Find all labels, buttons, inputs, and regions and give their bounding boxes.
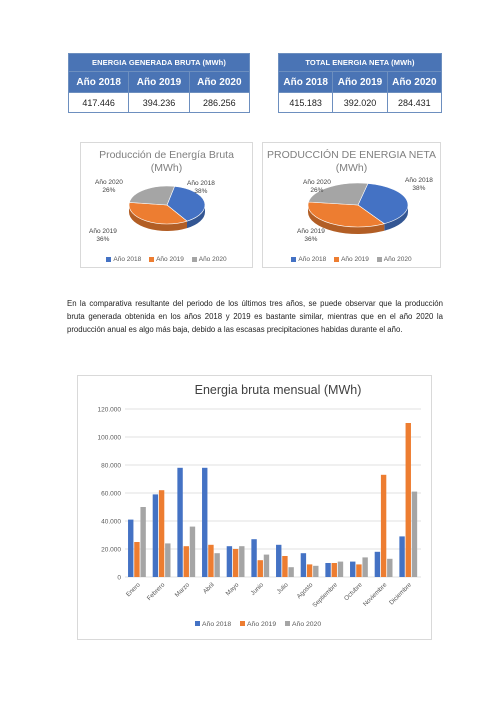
bar-septiembre-año-2020 [338, 562, 343, 577]
table-year-2019: Año 2019 [129, 72, 189, 93]
pie-label-2018: Año 2018 38% [187, 180, 215, 195]
legend-swatch [285, 621, 290, 626]
pie-legend [81, 256, 252, 263]
bar-chart-title: Energia bruta mensual (MWh) [194, 383, 362, 397]
table-value-2019: 392.020 [333, 93, 387, 113]
pie-title-unit: (MWh) [150, 162, 183, 174]
table-value-2020: 284.431 [387, 93, 441, 113]
legend-label: Año 2018 [202, 621, 232, 628]
x-tick-label: Noviembre [361, 581, 389, 608]
x-tick-label: Abril [201, 581, 216, 596]
bar-julio-año-2019 [282, 556, 287, 577]
bar-octubre-año-2020 [362, 557, 367, 577]
bar-noviembre-año-2019 [381, 475, 386, 577]
x-tick-label: Marzo [173, 581, 192, 599]
bar-mayo-año-2020 [239, 546, 244, 577]
pie-legend [263, 256, 440, 263]
table-year-2020: Año 2020 [189, 72, 249, 93]
bar-febrero-año-2020 [165, 543, 170, 577]
x-tick-label: Diciembre [388, 581, 414, 607]
bar-septiembre-año-2019 [332, 563, 337, 577]
bar-julio-año-2020 [288, 567, 293, 577]
bar-agosto-año-2018 [301, 553, 306, 577]
bar-mayo-año-2018 [227, 546, 232, 577]
legend-label: Año 2020 [292, 621, 322, 628]
bar-chart-monthly [77, 375, 432, 640]
bar-abril-año-2018 [202, 468, 207, 577]
table-value-2020: 286.256 [189, 93, 249, 113]
legend-item-2019: Año 2019 [334, 256, 369, 263]
bar-octubre-año-2018 [350, 562, 355, 577]
y-tick-label: 80.000 [101, 462, 121, 470]
pie-slice-año-2020 [129, 186, 174, 205]
bar-agosto-año-2020 [313, 566, 318, 577]
bar-octubre-año-2019 [356, 564, 361, 577]
legend-item-2020: Año 2020 [377, 256, 412, 263]
y-tick-label: 100.000 [97, 434, 121, 442]
x-tick-label: Agosto [295, 581, 315, 601]
x-tick-label: Julio [275, 581, 290, 596]
table-year-2020: Año 2020 [387, 72, 441, 93]
energia-neta-table [278, 53, 442, 113]
legend-item-2019: Año 2019 [149, 256, 184, 263]
pie-label-2019: Año 2019 36% [297, 228, 325, 243]
x-tick-label: Septiembre [311, 581, 340, 610]
y-tick-label: 40.000 [101, 518, 121, 526]
table-year-2018: Año 2018 [69, 72, 129, 93]
bar-abril-año-2020 [214, 553, 219, 577]
pie-chart-neta [262, 142, 441, 268]
table-year-2018: Año 2018 [279, 72, 333, 93]
bar-agosto-año-2019 [307, 564, 312, 577]
pie-label-2019: Año 2019 36% [89, 228, 117, 243]
bar-junio-año-2018 [251, 539, 256, 577]
bar-marzo-año-2020 [190, 527, 195, 577]
bar-noviembre-año-2018 [375, 552, 380, 577]
legend-label: Año 2019 [247, 621, 277, 628]
energia-bruta-table-title: ENERGIA GENERADA BRUTA (MWh) [69, 54, 250, 72]
legend-swatch [195, 621, 200, 626]
bar-noviembre-año-2020 [387, 559, 392, 577]
bar-marzo-año-2019 [184, 546, 189, 577]
y-tick-label: 60.000 [101, 490, 121, 498]
pie-title: Producción de Energía Bruta [99, 149, 234, 161]
pie-label-2020: Año 2020 26% [303, 179, 331, 194]
bar-febrero-año-2019 [159, 490, 164, 577]
bar-septiembre-año-2018 [325, 563, 330, 577]
pie-chart-bruta [80, 142, 253, 268]
pie-label-2018: Año 2018 38% [405, 177, 433, 192]
table-year-2019: Año 2019 [333, 72, 387, 93]
y-tick-label: 120.000 [97, 406, 121, 414]
legend-item-2018: Año 2018 [291, 256, 326, 263]
pie-title-unit: (MWh) [335, 162, 368, 174]
legend-swatch [240, 621, 245, 626]
bar-chart-svg [78, 376, 431, 639]
table-value-2019: 394.236 [129, 93, 189, 113]
table-value-2018: 417.446 [69, 93, 129, 113]
pie-label-2020: Año 2020 26% [95, 179, 123, 194]
bar-enero-año-2019 [134, 542, 139, 577]
x-tick-label: Octubre [342, 581, 364, 603]
bar-diciembre-año-2018 [399, 536, 404, 577]
table-value-2018: 415.183 [279, 93, 333, 113]
y-tick-label: 20.000 [101, 546, 121, 554]
x-tick-label: Febrero [145, 581, 167, 603]
y-tick-label: 0 [117, 574, 121, 582]
bar-mayo-año-2019 [233, 549, 238, 577]
x-tick-label: Junio [249, 581, 266, 598]
x-tick-label: Mayo [224, 581, 241, 598]
bar-diciembre-año-2020 [412, 492, 417, 577]
bar-junio-año-2020 [264, 555, 269, 577]
energia-bruta-table [68, 53, 250, 113]
pie-title: PRODUCCIÓN DE ENERGIA NETA [267, 149, 436, 161]
bar-junio-año-2019 [258, 560, 263, 577]
energia-neta-table-title: TOTAL ENERGIA NETA (MWh) [279, 54, 442, 72]
bar-abril-año-2019 [208, 545, 213, 577]
bar-julio-año-2018 [276, 545, 281, 577]
bar-febrero-año-2018 [153, 494, 158, 577]
bar-enero-año-2018 [128, 520, 133, 577]
comparison-paragraph: En la comparativa resultante del periodo de los últimos tres años, se puede observar que la producción bruta generada obtenida en los años 2018 y 2019 es bastante similar, mientras que en el año 2020 la producción anual es algo más baja, debido a las escasas precipitaciones habidas durante el año. [67, 299, 443, 335]
bar-diciembre-año-2019 [406, 423, 411, 577]
legend-item-2018: Año 2018 [106, 256, 141, 263]
x-tick-label: Enero [124, 581, 142, 599]
bar-enero-año-2020 [140, 507, 145, 577]
legend-item-2020: Año 2020 [192, 256, 227, 263]
bar-marzo-año-2018 [177, 468, 182, 577]
